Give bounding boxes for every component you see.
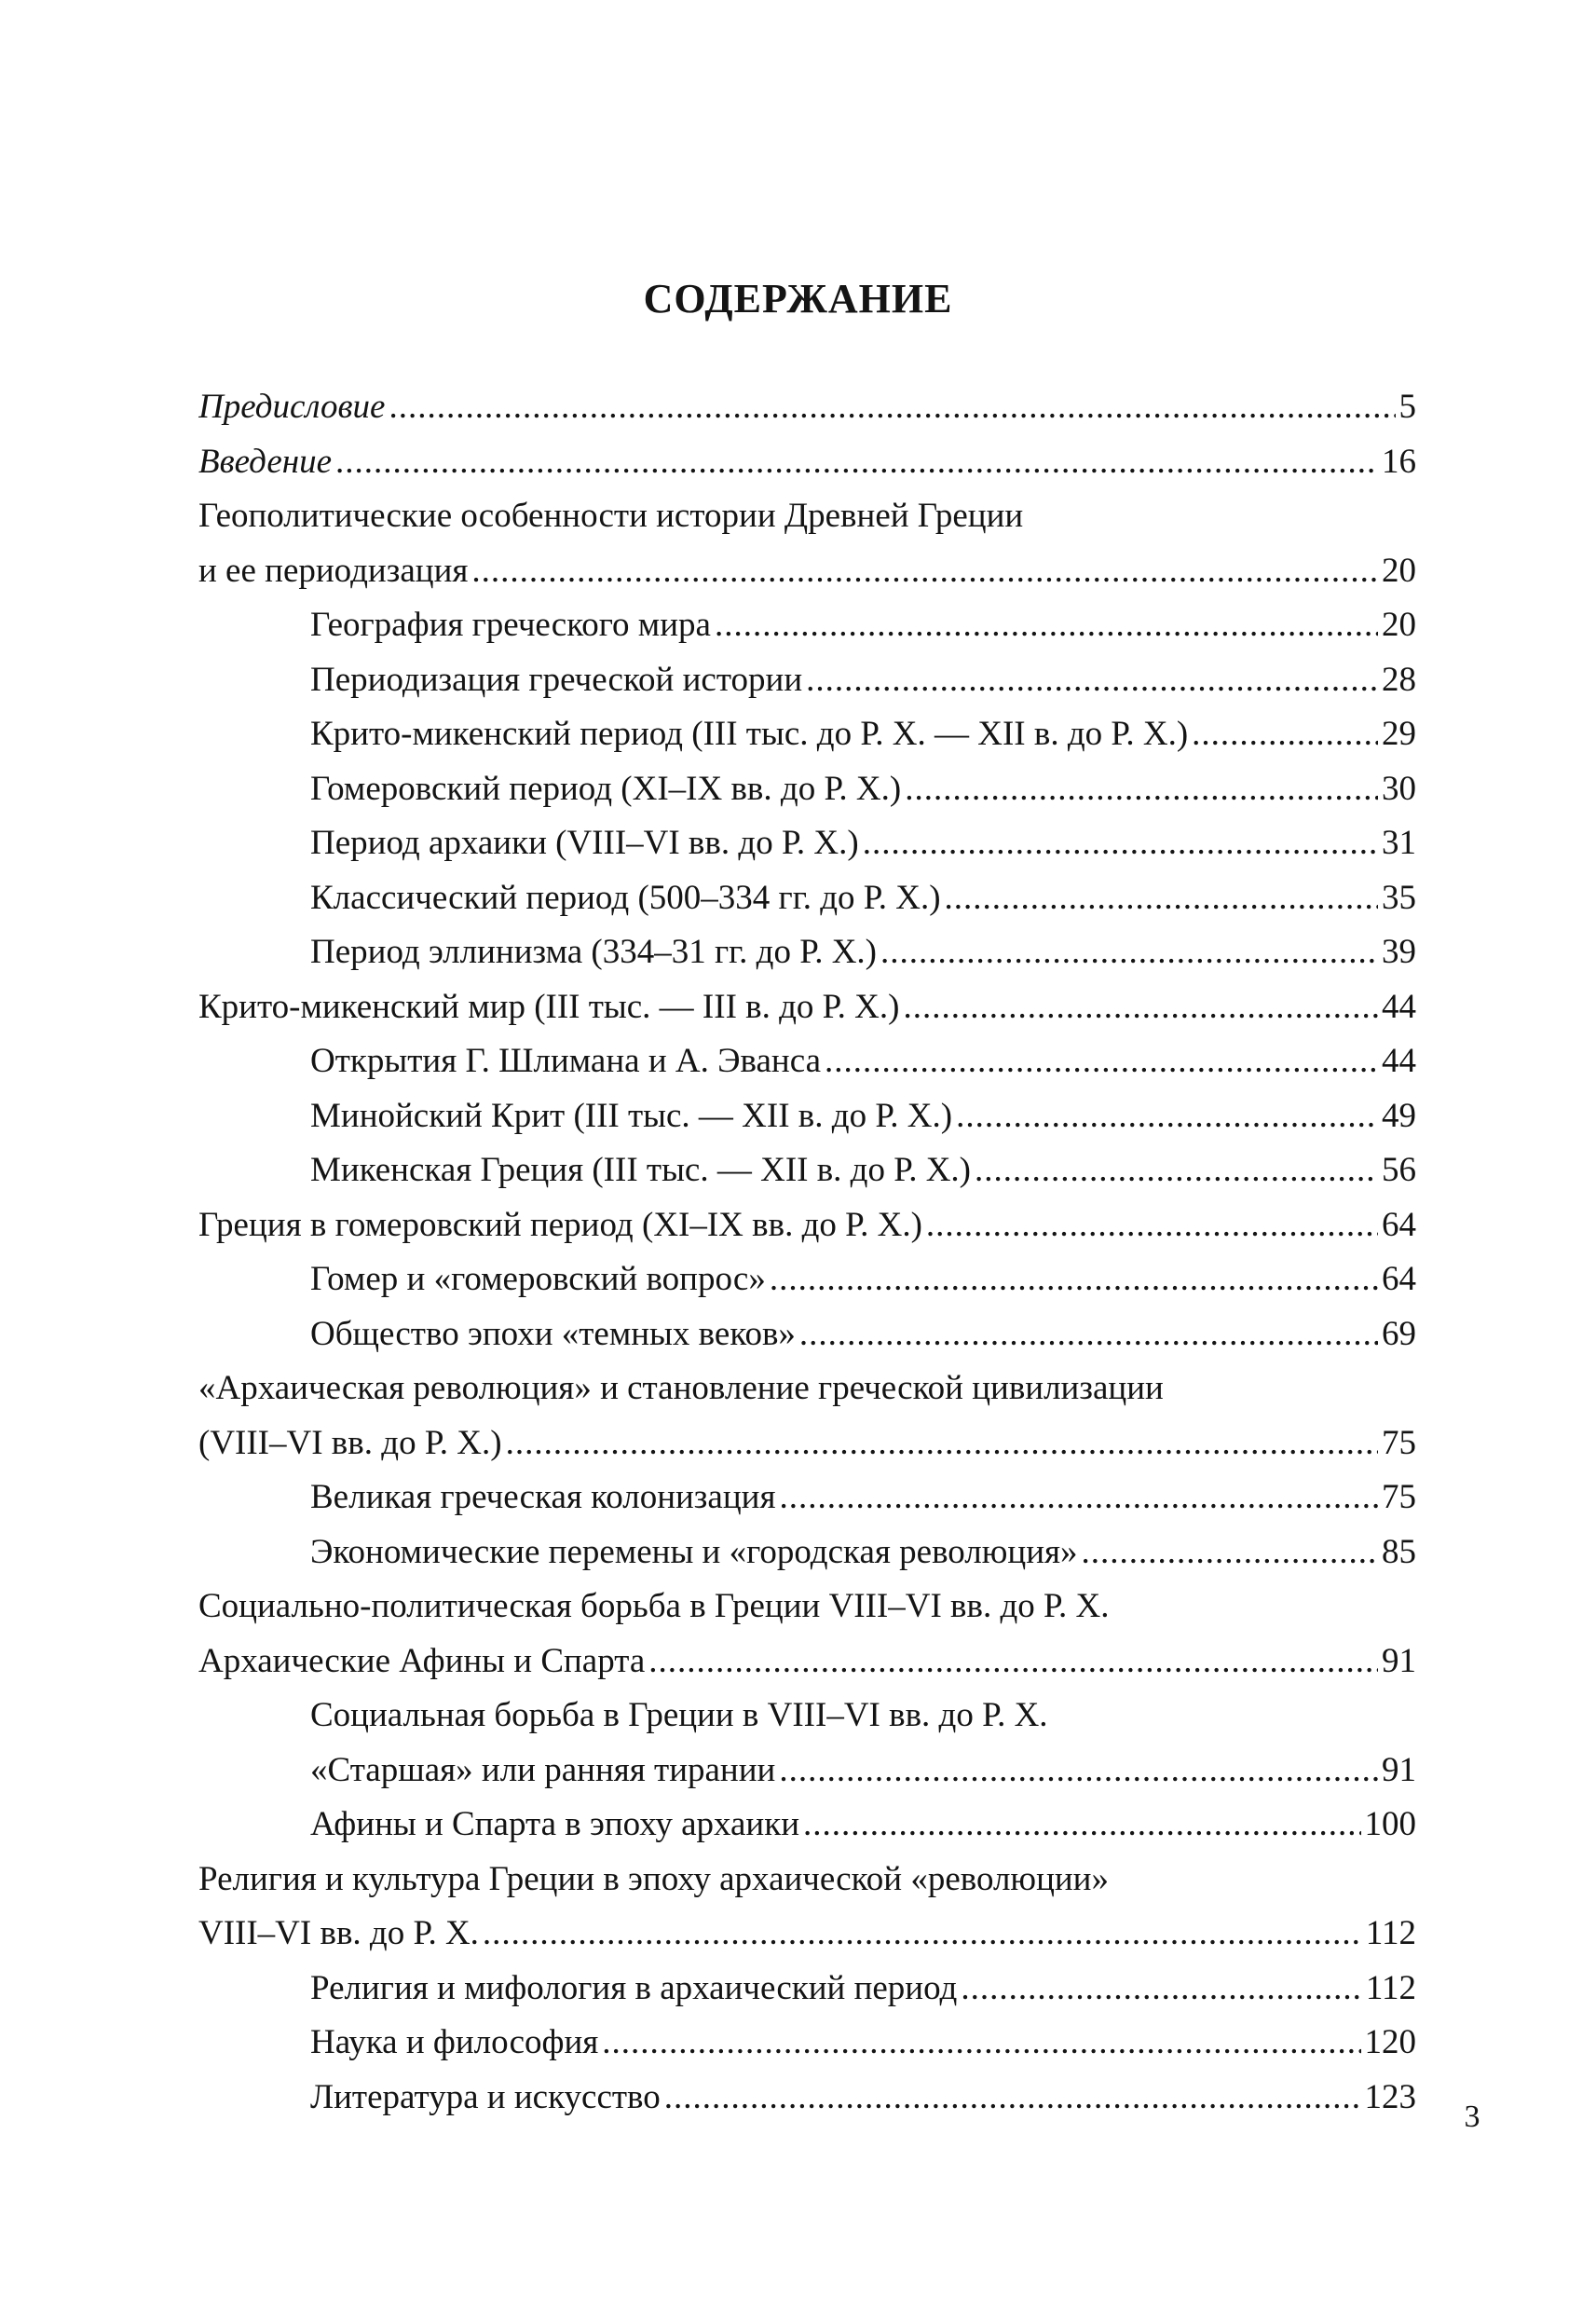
toc-entry-page: 29: [1382, 715, 1416, 753]
toc-entry[interactable]: [198, 598, 1416, 653]
toc-entry-line: [198, 1525, 1416, 1580]
toc-entry-line: [198, 380, 1416, 435]
toc-entry[interactable]: [198, 380, 1416, 435]
toc-entry-line: [198, 762, 1416, 817]
toc-entry-page: 20: [1382, 551, 1416, 590]
toc-entry[interactable]: [198, 980, 1416, 1035]
toc-entry[interactable]: [198, 2016, 1416, 2071]
toc-entry-line: [198, 1471, 1416, 1525]
toc-entry[interactable]: [198, 762, 1416, 817]
toc-entry-page: 100: [1364, 1805, 1416, 1843]
toc-entry-title: Социальная борьба в Греции в VIII–VI вв. до Р. Х.: [310, 1696, 1048, 1734]
toc-entry-line: [198, 871, 1416, 926]
toc-entry[interactable]: [198, 871, 1416, 926]
toc-entry-title: «Архаическая революция» и становление греческой цивилизации: [198, 1369, 1164, 1407]
toc-entry-line: [198, 707, 1416, 762]
toc-entry-title: Период эллинизма (334–31 гг. до Р. Х.): [310, 933, 877, 971]
toc-entry-line: [198, 544, 1416, 599]
dot-leader: [602, 2016, 1360, 2071]
toc-entry-page: 35: [1382, 878, 1416, 917]
toc-entry-title: Греция в гомеровский период (XI–IX вв. до Р. Х.): [198, 1205, 922, 1244]
toc-entry[interactable]: [198, 1034, 1416, 1089]
toc-entry[interactable]: [198, 1525, 1416, 1580]
toc-entry-title: Афины и Спарта в эпоху архаики: [310, 1805, 800, 1843]
dot-leader: [1082, 1525, 1378, 1580]
toc-entry-line: [198, 598, 1416, 653]
table-of-contents: [198, 380, 1416, 2125]
toc-entry[interactable]: [198, 1689, 1416, 1798]
toc-entry-title: Крито-микенский мир (III тыс. — III в. до Р. Х.): [198, 987, 900, 1026]
toc-entry-title: Гомеровский период (XI–IX вв. до Р. Х.): [310, 769, 902, 808]
toc-entry-page: 64: [1382, 1205, 1416, 1244]
dot-leader: [803, 1798, 1360, 1853]
toc-entry-title: Классический период (500–334 гг. до Р. Х.): [310, 878, 941, 917]
toc-entry-line: [198, 2016, 1416, 2071]
dot-leader: [825, 1034, 1378, 1089]
toc-entry-title: Микенская Греция (III тыс. — XII в. до Р. Х.): [310, 1151, 971, 1189]
toc-entry[interactable]: [198, 653, 1416, 708]
toc-entry-line: [198, 435, 1416, 490]
dot-leader: [648, 1635, 1378, 1690]
toc-entry-line: [198, 816, 1416, 871]
dot-leader: [335, 435, 1378, 490]
toc-entry-page: 112: [1365, 1914, 1416, 1952]
dot-leader: [961, 1962, 1362, 2017]
toc-entry[interactable]: [198, 1143, 1416, 1198]
toc-entry-line: [198, 1416, 1416, 1471]
dot-leader: [471, 544, 1378, 599]
dot-leader: [664, 2071, 1361, 2126]
toc-entry-page: 120: [1364, 2023, 1416, 2061]
toc-entry-title: Архаические Афины и Спарта: [198, 1641, 646, 1680]
toc-entry-line: [198, 1252, 1416, 1307]
dot-leader: [905, 762, 1378, 817]
toc-entry-page: 69: [1382, 1314, 1416, 1353]
dot-leader: [779, 1744, 1378, 1799]
toc-entry-page: 5: [1398, 388, 1416, 426]
toc-entry-line: [198, 1580, 1416, 1635]
toc-entry-line: [198, 1143, 1416, 1198]
toc-entry-line: [198, 2071, 1416, 2126]
toc-entry-title: Введение: [198, 442, 333, 481]
toc-entry-line: [198, 980, 1416, 1035]
toc-entry[interactable]: [198, 816, 1416, 871]
toc-entry[interactable]: [198, 925, 1416, 980]
toc-entry-page: 56: [1382, 1151, 1416, 1189]
dot-leader: [770, 1252, 1378, 1307]
toc-entry-line: [198, 1907, 1416, 1962]
toc-entry[interactable]: [198, 1307, 1416, 1362]
toc-entry-line: [198, 653, 1416, 708]
dot-leader: [779, 1471, 1378, 1525]
toc-entry-title: Минойский Крит (III тыс. — XII в. до Р. Х.): [310, 1096, 953, 1135]
toc-entry-title: «Старшая» или ранняя тирании: [310, 1750, 776, 1789]
toc-entry-page: 91: [1382, 1641, 1416, 1680]
toc-entry-page: 85: [1382, 1532, 1416, 1571]
toc-entry-page: 39: [1382, 933, 1416, 971]
toc-entry[interactable]: [198, 2071, 1416, 2126]
toc-entry-line: [198, 1089, 1416, 1144]
toc-entry-line: [198, 489, 1416, 544]
toc-entry-line: [198, 1744, 1416, 1799]
toc-entry-title: Периодизация греческой истории: [310, 660, 803, 699]
toc-entry[interactable]: [198, 707, 1416, 762]
toc-entry-line: [198, 1307, 1416, 1362]
toc-entry[interactable]: [198, 1252, 1416, 1307]
toc-entry-title: География греческого мира: [310, 606, 711, 644]
toc-entry-page: 44: [1382, 1042, 1416, 1080]
toc-entry-page: 30: [1382, 769, 1416, 808]
dot-leader: [945, 871, 1378, 926]
toc-entry-page: 16: [1382, 442, 1416, 481]
toc-entry[interactable]: [198, 1798, 1416, 1853]
toc-entry-page: 123: [1364, 2077, 1416, 2116]
toc-entry-title: Литература и искусство: [310, 2077, 661, 2116]
page-number: 3: [1464, 2100, 1480, 2134]
toc-entry[interactable]: [198, 1962, 1416, 2017]
toc-entry-title: (VIII–VI вв. до Р. Х.): [198, 1423, 502, 1462]
toc-entry-title: Открытия Г. Шлимана и А. Эванса: [310, 1042, 822, 1080]
toc-entry-line: [198, 925, 1416, 980]
dot-leader: [1192, 707, 1378, 762]
dot-leader: [956, 1089, 1378, 1144]
toc-entry-line: [198, 1962, 1416, 2017]
toc-entry-title: Общество эпохи «темных веков»: [310, 1314, 796, 1353]
toc-entry-line: [198, 1034, 1416, 1089]
toc-entry[interactable]: [198, 1089, 1416, 1144]
page-title: СОДЕРЖАНИЕ: [643, 276, 953, 321]
toc-entry-page: 28: [1382, 660, 1416, 699]
toc-entry-title: Предисловие: [198, 388, 386, 426]
dot-leader: [389, 380, 1395, 435]
toc-entry-line: [198, 1798, 1416, 1853]
toc-entry[interactable]: [198, 1361, 1416, 1471]
toc-entry-page: 75: [1382, 1478, 1416, 1516]
dot-leader: [806, 653, 1378, 708]
toc-entry-title: Геополитические особенности истории Древней Греции: [198, 497, 1024, 535]
toc-entry[interactable]: [198, 1198, 1416, 1253]
dot-leader: [975, 1143, 1378, 1198]
toc-entry-page: 64: [1382, 1260, 1416, 1298]
toc-entry-line: [198, 1689, 1416, 1744]
toc-entry-title: и ее периодизация: [198, 551, 469, 590]
toc-entry-line: [198, 1361, 1416, 1416]
toc-entry-line: [198, 1853, 1416, 1908]
toc-entry-title: VIII–VI вв. до Р. Х.: [198, 1914, 479, 1952]
toc-entry-title: Религия и мифология в архаический период: [310, 1968, 958, 2007]
toc-entry-page: 44: [1382, 987, 1416, 1026]
toc-entry-page: 112: [1365, 1968, 1416, 2007]
toc-entry-title: Период архаики (VIII–VI вв. до Р. Х.): [310, 824, 859, 862]
toc-entry-title: Крито-микенский период (III тыс. до Р. Х. — XII в. до Р. Х.): [310, 715, 1189, 753]
dot-leader: [880, 925, 1378, 980]
toc-entry[interactable]: [198, 1471, 1416, 1525]
toc-entry-page: 31: [1382, 824, 1416, 862]
dot-leader: [483, 1907, 1362, 1962]
toc-entry-line: [198, 1198, 1416, 1253]
toc-entry[interactable]: [198, 435, 1416, 490]
dot-leader: [715, 598, 1378, 653]
toc-entry-page: 49: [1382, 1096, 1416, 1135]
toc-entry-page: 20: [1382, 606, 1416, 644]
toc-entry-line: [198, 1635, 1416, 1690]
toc-entry-title: Религия и культура Греции в эпоху архаической «революции»: [198, 1859, 1109, 1898]
dot-leader: [863, 816, 1378, 871]
toc-entry[interactable]: [198, 1580, 1416, 1689]
dot-leader: [926, 1198, 1378, 1253]
toc-entry-title: Наука и философия: [310, 2023, 599, 2061]
toc-entry-title: Экономические перемены и «городская революция»: [310, 1532, 1078, 1571]
toc-entry[interactable]: [198, 489, 1416, 598]
toc-entry-title: Социально-политическая борьба в Греции VIII–VI вв. до Р. Х.: [198, 1587, 1110, 1625]
toc-entry-title: Гомер и «гомеровский вопрос»: [310, 1260, 766, 1298]
dot-leader: [506, 1416, 1378, 1471]
dot-leader: [903, 980, 1378, 1035]
toc-entry-page: 91: [1382, 1750, 1416, 1789]
dot-leader: [799, 1307, 1378, 1362]
toc-entry-page: 75: [1382, 1423, 1416, 1462]
toc-entry[interactable]: [198, 1853, 1416, 1962]
toc-entry-title: Великая греческая колонизация: [310, 1478, 776, 1516]
